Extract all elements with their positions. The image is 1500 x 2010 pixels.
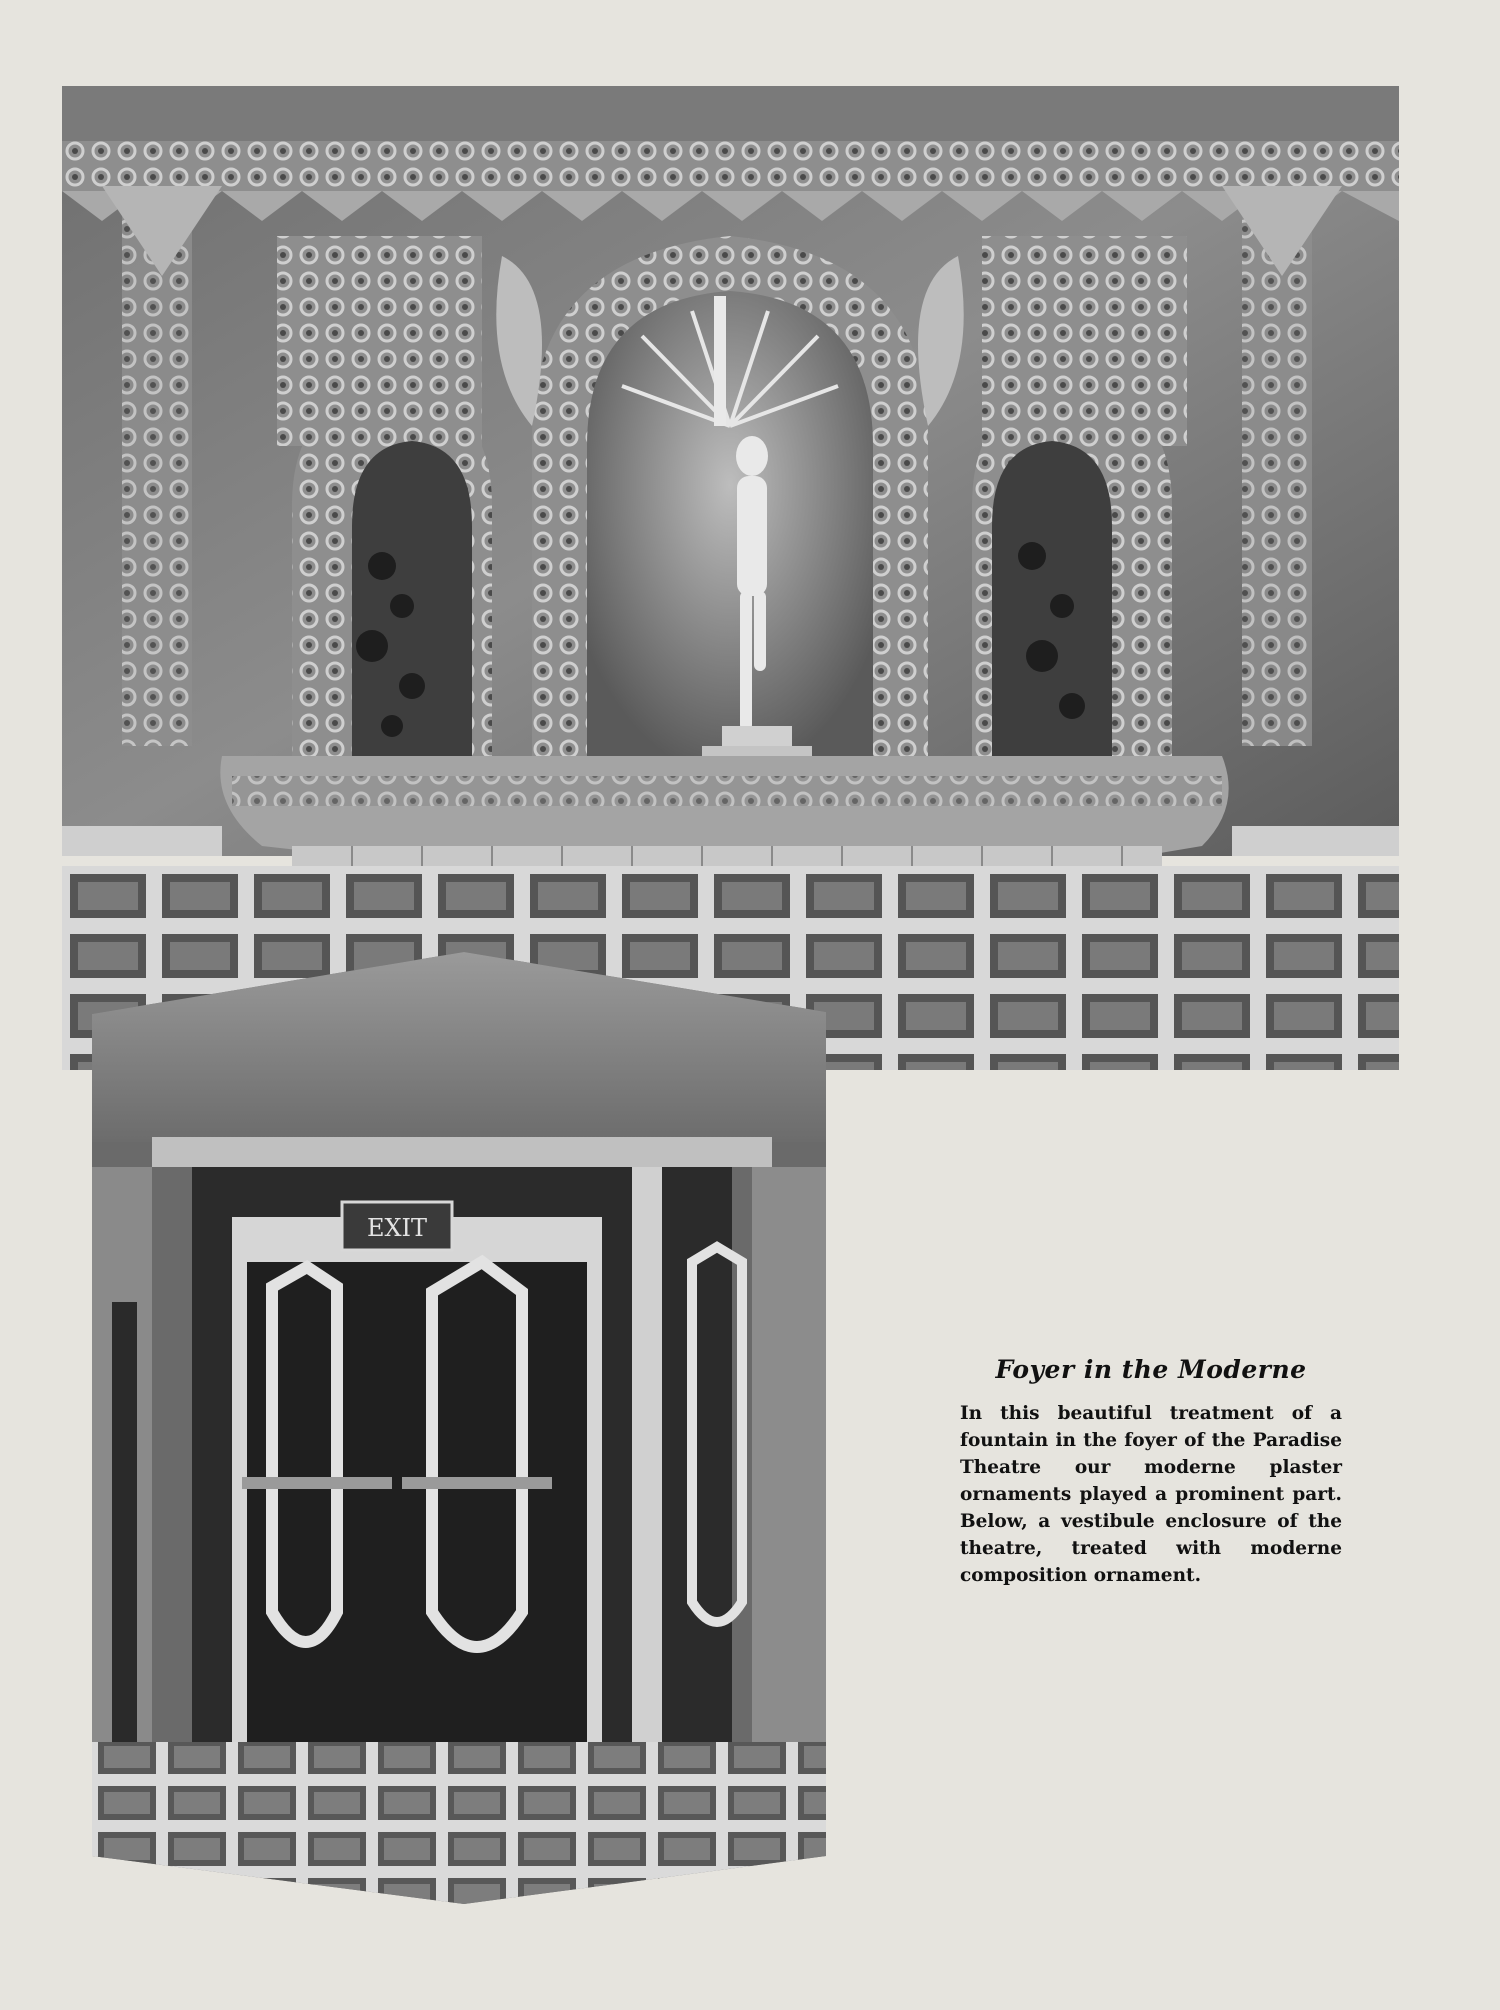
fountain-illustration — [62, 86, 1399, 1070]
vestibule-illustration — [92, 952, 826, 1904]
caption-title: Foyer in the Moderne — [995, 1355, 1307, 1384]
caption-body: In this beautiful treatment of a fountain in the foyer of the Paradise Theatre our moderne plaster ornaments played a prominent part. Below, a vestibule enclosure of the theatre, treated with moderne composition ornament. — [960, 1403, 1342, 1586]
exit-sign: EXIT — [366, 1214, 428, 1242]
fountain-foyer-photo — [62, 86, 1399, 1070]
vestibule-photo — [92, 952, 826, 1904]
caption-block — [960, 1355, 1342, 1589]
